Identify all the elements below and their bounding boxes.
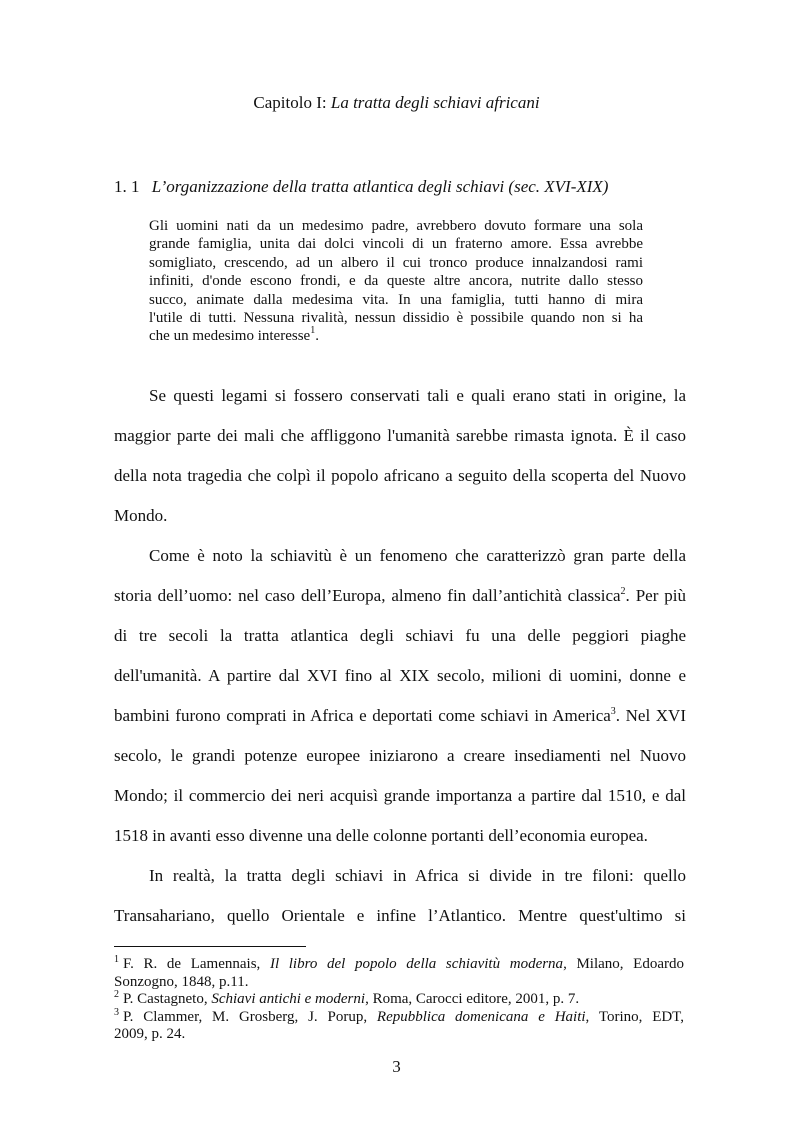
footnotes <box>114 956 684 1044</box>
paragraph-line: Mondo; il commercio dei neri acquisì grande importanza a partire dal 1510, e dal <box>114 786 686 805</box>
footnote-ref-3[interactable]: 3 <box>610 706 616 717</box>
footnote-rest: , Torino, EDT, <box>585 1008 684 1025</box>
footnote-author: P. Clammer, M. Grosberg, J. Porup, <box>123 1008 368 1025</box>
paragraph-line: di tre secoli la tratta atlantica degli schiavi fu una delle peggiori piaghe <box>114 626 686 645</box>
paragraph-line: della nota tragedia che colpì il popolo africano a seguito della scoperta del Nuovo <box>114 466 686 485</box>
chapter-label: Capitolo I: <box>253 93 327 112</box>
epigraph-quote <box>149 217 643 346</box>
chapter-title-text: La tratta degli schiavi africani <box>330 93 540 112</box>
footnote-rest: , Milano, Edoardo <box>563 956 684 972</box>
paragraph-line: Come è noto la schiavitù è un fenomeno che caratterizzò gran parte della <box>149 546 686 565</box>
footnote-mark: 2 <box>114 989 119 1000</box>
footnote-ref-1[interactable]: 1 <box>310 325 316 337</box>
paragraph-line <box>114 706 686 746</box>
paragraph-2 <box>114 546 686 866</box>
quote-line <box>149 327 643 345</box>
footnote-rest: , Roma, Carocci editore, 2001, p. 7. <box>365 991 580 1007</box>
footnote-ref-2[interactable]: 2 <box>620 586 626 597</box>
paragraph-line: dell'umanità. A partire dal XVI fino al XIX secolo, milioni di uomini, donne e <box>114 666 686 685</box>
section-heading <box>114 177 694 197</box>
footnote-author: F. R. de Lamennais, <box>123 956 261 972</box>
paragraph-text: . Nel XVI <box>615 706 686 725</box>
quote-line: somigliato, crescendo, ad un albero il cui tronco produce innalzandosi rami <box>149 254 643 271</box>
paragraph-line: Se questi legami si fossero conservati tali e quali erano stati in origine, la <box>149 386 686 405</box>
footnote-1 <box>114 956 684 974</box>
footnote-title: Schiavi antichi e moderni <box>211 991 366 1007</box>
section-title: L’organizzazione della tratta atlantica degli schiavi (sec. XVI-XIX) <box>151 177 609 196</box>
paragraph-line: In realtà, la tratta degli schiavi in Africa si divide in tre filoni: quello <box>149 866 686 885</box>
footnote-author: P. Castagneto, <box>123 991 208 1007</box>
quote-end: . <box>315 328 319 345</box>
quote-last-text: che un medesimo interesse <box>149 328 311 345</box>
footnote-1-cont: Sonzogno, 1848, p.11. <box>114 973 249 990</box>
paragraph-3 <box>114 866 686 946</box>
paragraph-line: secolo, le grandi potenze europee iniziarono a creare insediamenti nel Nuovo <box>114 746 686 765</box>
footnote-mark: 3 <box>114 1006 119 1018</box>
quote-line: succo, animate dalla medesima vita. In una famiglia, tutti hanno di mira <box>149 291 643 308</box>
quote-line: grande famiglia, unita dai dolci vincoli di un fraterno amore. Essa avrebbe <box>149 236 643 253</box>
footnote-3-cont: 2009, p. 24. <box>114 1026 186 1042</box>
paragraph-text: bambini furono comprati in Africa e deportati come schiavi in America <box>114 706 611 725</box>
section-number: 1. 1 <box>114 177 140 196</box>
paragraph-text: . Per più <box>625 586 686 605</box>
quote-line: l'utile di tutti. Nessuna rivalità, nessun dissidio è possibile quando non si ha <box>149 309 643 326</box>
footnote-title: Il libro del popolo della schiavitù moderna <box>269 956 564 972</box>
chapter-title <box>0 93 793 113</box>
paragraph-1 <box>114 386 686 546</box>
paragraph-text: storia dell’uomo: nel caso dell’Europa, almeno fin dall’antichità classica <box>114 586 621 605</box>
quote-line: Gli uomini nati da un medesimo padre, avrebbero dovuto formare una sola <box>149 218 643 234</box>
quote-line: infiniti, d'onde escono frondi, e da queste altre ancora, nutrite dallo stesso <box>149 273 643 290</box>
paragraph-line <box>114 586 686 626</box>
footnote-mark: 1 <box>114 954 119 965</box>
page-number: 3 <box>392 1057 401 1076</box>
paragraph-line: Mondo. <box>114 506 168 525</box>
paragraph-line: maggior parte dei mali che affliggono l'umanità sarebbe rimasta ignota. È il caso <box>114 426 686 445</box>
footnote-2 <box>114 991 684 1009</box>
footnote-3 <box>114 1006 684 1027</box>
paragraph-line: Transahariano, quello Orientale e infine l’Atlantico. Mentre quest'ultimo si <box>114 906 686 925</box>
footnote-title: Repubblica domenicana e Haiti <box>376 1008 586 1025</box>
footnote-separator <box>114 946 306 947</box>
paragraph-line: 1518 in avanti esso divenne una delle colonne portanti dell’economia europea. <box>114 826 648 845</box>
